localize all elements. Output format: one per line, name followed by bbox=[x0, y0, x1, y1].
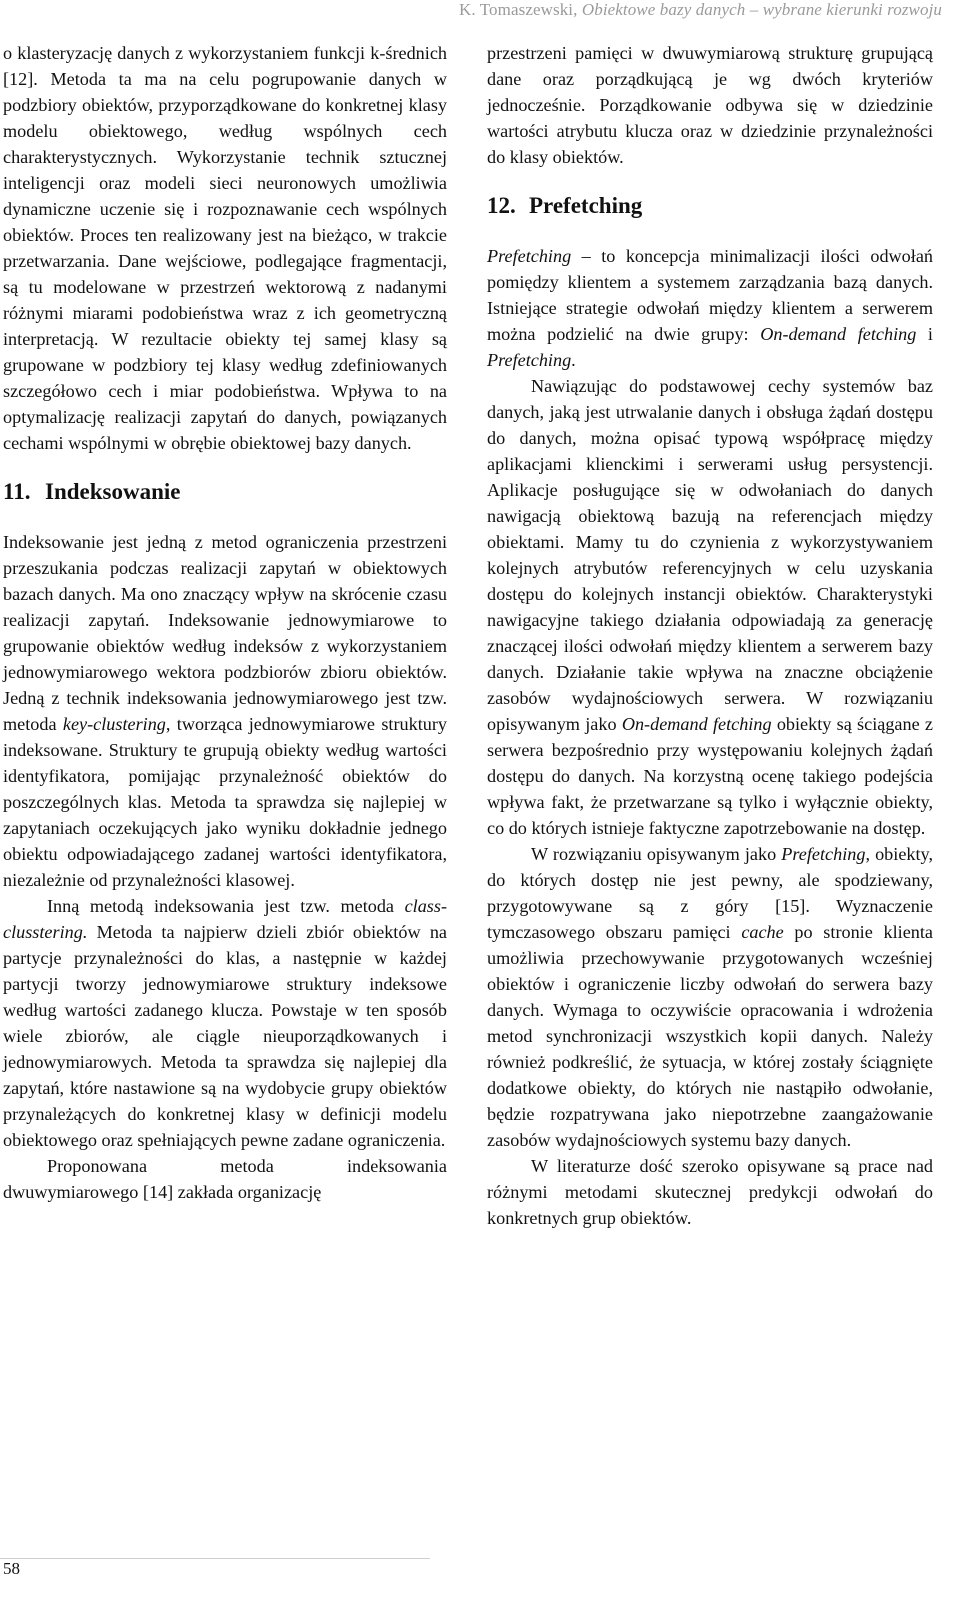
section-heading-prefetching bbox=[487, 192, 933, 220]
text-run: obiekty są ściągane z serwera bezpośrednio przy występowaniu kolejnych żądań dostępu do danych. Na korzystną ocenę takiego podejścia wpływa fakt, że przetwarzane są tylko i wyłącznie obiekty, co do których istnieje faktyczne zapotrzebowanie na dostęp. bbox=[487, 714, 934, 838]
italic-term: Prefetching bbox=[781, 844, 866, 864]
header-title: Obiektowe bazy danych – wybrane kierunki rozwoju bbox=[581, 0, 942, 19]
italic-term: Prefetching bbox=[487, 246, 572, 266]
section-heading-indeksowanie bbox=[3, 478, 447, 506]
text-run: . bbox=[571, 350, 576, 370]
section-number: 11. bbox=[3, 479, 31, 504]
right-paragraph-3 bbox=[487, 373, 933, 841]
italic-term: class-clusstering. bbox=[3, 896, 447, 942]
left-paragraph-3 bbox=[3, 893, 447, 1153]
text-run: Nawiązując do podstawowej cechy systemów baz danych, jaką jest utrwalanie danych i obsługa żądań dostępu do danych, można opisać typową współpracę między aplikacjami klienckimi i serwerami usług persystencji. Aplikacje posługujące się w odwołaniach do danych nawigacją obiektową bazują na referencjach między obiektami. Mamy tu do czynienia z wykorzystywaniem kolejnych atrybutów referencyjnych w celu uzyskania dostępu do kolejnych instancji obiektów. Charakterystyki nawigacyjne takiego działania odpowiadają za generację znaczącej ilości odwołań między klientem a serwerem bazy danych. Działanie takie wpływa na znaczne obciążenie zasobów wydajnościowych serwera. W rozwiązaniu opisywanym jako bbox=[487, 376, 933, 734]
running-header bbox=[459, 0, 942, 20]
page-number: 58 bbox=[3, 1559, 20, 1578]
text-run: Inną metodą indeksowania jest tzw. metoda bbox=[47, 896, 405, 916]
italic-term: On-demand fetching bbox=[760, 324, 917, 344]
text-run: i bbox=[916, 324, 933, 344]
italic-term: cache bbox=[741, 922, 784, 942]
right-paragraph-5: W literaturze dość szeroko opisywane są prace nad różnymi metodami skutecznej predykcji odwołań do konkretnych grup obiektów. bbox=[487, 1156, 933, 1228]
text-run: , tworząca jednowymiarowe struktury indeksowane. Struktury te grupują obiekty według wartości identyfikatora, pomijając przynależność obiektów do poszczególnych klas. Metoda ta sprawdza się najlepiej w zapytaniach oczekujących jako wyniku dokładnie jednego obiektu odpowiadającego zadanej wartości identyfikatora, niezależnie od przynależności klasowej. bbox=[3, 714, 447, 890]
left-column bbox=[3, 40, 447, 1205]
text-run: Indeksowanie jest jedną z metod ograniczenia przestrzeni przeszukania podczas realizacji zapytań w obiektowych bazach danych. Ma ono znaczący wpływ na skrócenie czasu realizacji zapytań. Indeksowanie jednowymiarowe to grupowanie obiektów według indeksów z wykorzystaniem jednowymiarowego wektora podzbiorów zbioru obiektów. Jedną z technik indeksowania jednowymiarowego jest tzw. metoda bbox=[3, 532, 447, 734]
section-title: Prefetching bbox=[529, 193, 643, 218]
section-number: 12. bbox=[487, 193, 516, 218]
right-paragraph-2 bbox=[487, 243, 933, 373]
right-column bbox=[487, 40, 933, 1231]
section-title: Indeksowanie bbox=[45, 479, 181, 504]
left-paragraph-1: o klasteryzację danych z wykorzystaniem funkcji k-średnich [12]. Metoda ta ma na celu pogrupowanie danych w podzbiory obiektów, przyporządkowane do konkretnej klasy modelu obiektowego, według wspólnych cech charakterystycznych. Wykorzystanie technik sztucznej inteligencji oraz modeli sieci neuronowych umożliwia dynamiczne uczenie się i rozpoznawanie cech wspólnych obiektów. Proces ten realizowany jest na bieżąco, w trakcie przetwarzania. Dane wejściowe, podlegające fragmentacji, są tu modelowane w przestrzeń wektorową z nadanymi różnymi miarami podobieństwa wraz z ich geometryczną interpretacją. W rezultacie obiekty tej samej klasy są grupowane w podzbiory tej klasy według zdefiniowanych szczegółowo cech i miar podobieństwa. Wpływa to na optymalizację realizacji zapytań do danych, powiązanych cechami wspólnymi w obrębie obiektowej bazy danych. bbox=[3, 43, 447, 453]
italic-term: Prefetching bbox=[487, 350, 572, 370]
footer-divider bbox=[0, 1558, 430, 1559]
left-paragraph-4: Proponowana metoda indeksowania dwuwymiarowego [14] zakłada organizację bbox=[3, 1156, 447, 1202]
right-paragraph-1: przestrzeni pamięci w dwuwymiarową strukturę grupującą dane oraz porządkującą je wg dwóch kryteriów jednocześnie. Porządkowanie odbywa się w dziedzinie wartości atrybutu klucza oraz w dziedzinie przynależności do klasy obiektów. bbox=[487, 43, 933, 167]
italic-term: On-demand fetching bbox=[621, 714, 772, 734]
text-run: – to koncepcja minimalizacji ilości odwołań pomiędzy klientem a systemem zarządzania bazą danych. Istniejące strategie odwołań między klientem a serwerem można podzielić na dwie grupy: bbox=[487, 246, 933, 344]
text-run: po stronie klienta umożliwia przechowywanie przygotowanych wcześniej obiektów i ograniczenie liczby odwołań do serwera bazy danych. Wymaga to oczywiście opracowania i wdrożenia metod synchronizacji wszystkich kopii danych. Należy również podkreślić, że sytuacja, w której zostały ściągnięte dodatkowe obiekty, do których nie nastąpiło odwołanie, będzie rozpatrywana jako niepotrzebne zaangażowanie zasobów wydajnościowych systemu bazy danych. bbox=[487, 922, 934, 1150]
left-paragraph-2 bbox=[3, 529, 447, 893]
text-run: , obiekty, do których dostęp nie jest pewny, ale spodziewany, przygotowywane są z góry [15]. Wyznaczenie tymczasowego obszaru pamięci bbox=[487, 844, 933, 942]
italic-term: key-clustering bbox=[62, 714, 166, 734]
text-run: Metoda ta najpierw dzieli zbiór obiektów na partycje przynależności do klas, a następnie w każdej partycji tworzy jednowymiarowe struktury indeksowe według wartości zadanego klucza. Powstaje w ten sposób wiele zbiorów, ale ciągle nieuporządkowanych i jednowymiarowych. Metoda ta sprawdza się najlepiej dla zapytań, które nastawione są na wydobycie grupy obiektów przynależących do konkretnej klasy w definicji modelu obiektowego oraz spełniających pewne zadane ograniczenia. bbox=[3, 922, 447, 1150]
right-paragraph-4 bbox=[487, 841, 933, 1153]
header-author: K. Tomaszewski, bbox=[458, 0, 578, 19]
text-run: W rozwiązaniu opisywanym jako bbox=[531, 844, 782, 864]
